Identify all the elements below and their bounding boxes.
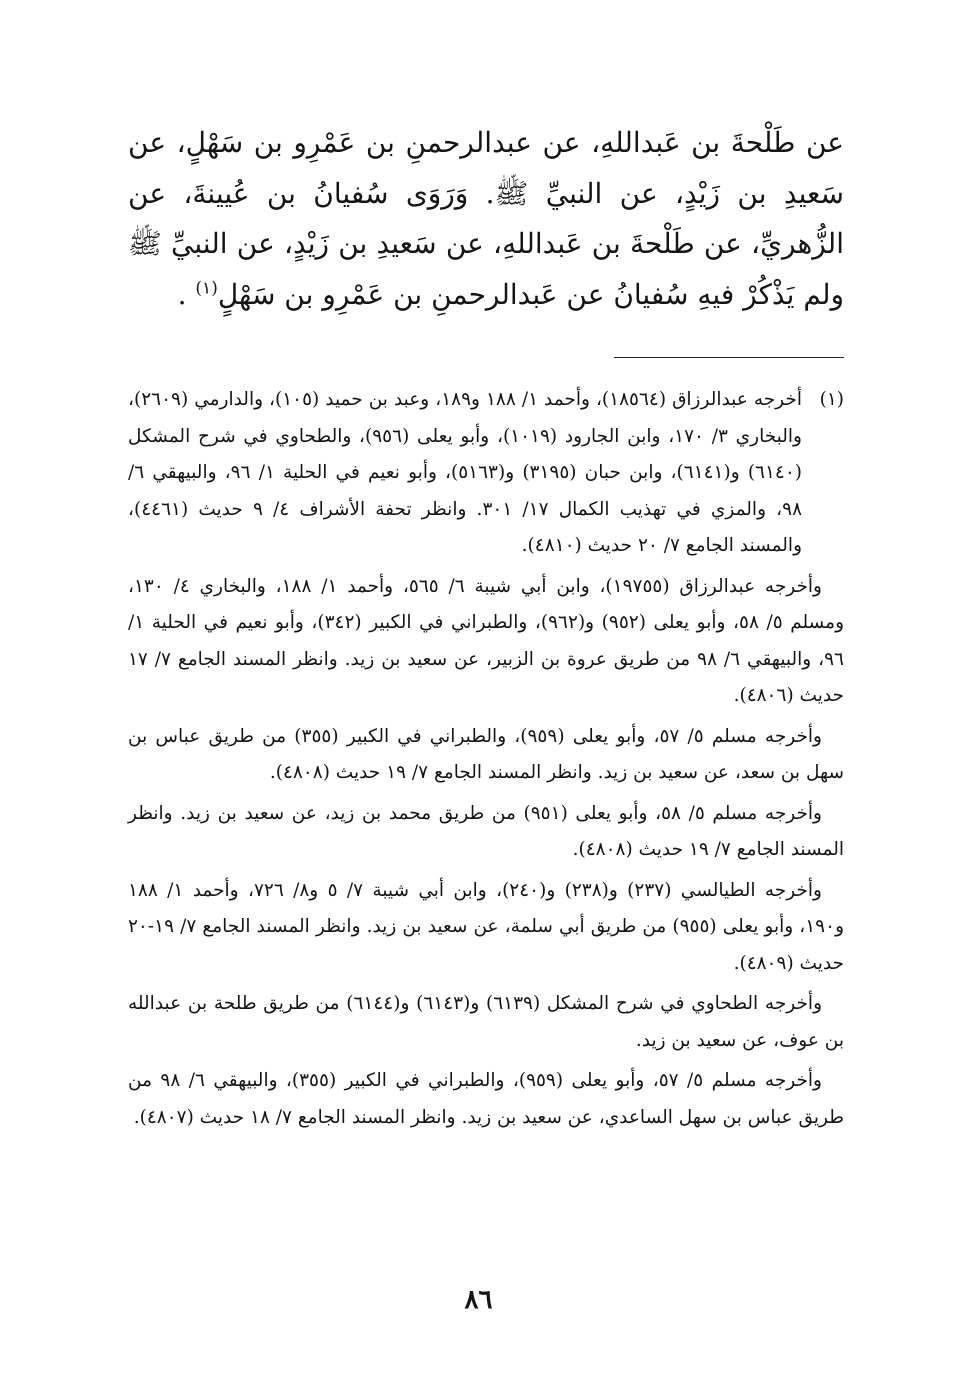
main-text-end: . — [177, 277, 196, 311]
footnote-paragraph-5: وأخرجه الطيالسي (٢٣٧) و(٢٣٨) و(٢٤٠)، وابن أبي شيبة ٧/ ٥ و٨/ ٧٢٦، وأحمد ١/ ١٨٨ و١٩٠، وأبو يعلى (٩٥٥) من طريق أبي سلمة، عن سعيد بن زيد. وانظر المسند الجامع ٧/ ١٩-٢٠ حديث (٤٨٠٩). — [128, 879, 844, 974]
footnote-paragraph-6: وأخرجه الطحاوي في شرح المشكل (٦١٣٩) و(٦١٤٣) و(٦١٤٤) من طريق طلحة بن عبدالله بن عوف، عن سعيد بن زيد. — [128, 993, 844, 1051]
footnote-paragraph-2: وأخرجه عبدالرزاق (١٩٧٥٥)، وابن أبي شيبة ٦/ ٥٦٥، وأحمد ١/ ١٨٨، والبخاري ٤/ ١٣٠، ومسلم ٥/ ٥٨، وأبو يعلى (٩٥٢) و(٩٦٢)، والطبراني في الكبير (٣٤٢)، وأبو نعيم في الحلية ١/ ٩٦، والبيهقي ٦/ ٩٨ من طريق عروة بن الزبير، عن سعيد بن زيد. وانظر المسند الجامع ٧/ ١٧ حديث (٤٨٠٦). — [128, 575, 844, 706]
footnote-separator — [614, 357, 844, 358]
footnote-paragraph-1 — [128, 382, 844, 565]
page-number: ٨٦ — [464, 1285, 493, 1315]
footnote-paragraph-3: وأخرجه مسلم ٥/ ٥٧، وأبو يعلى (٩٥٩)، والطبراني في الكبير (٣٥٥) من طريق عباس بن سهل بن سعد، عن سعيد بن زيد. وانظر المسند الجامع ٧/ ١٩ حديث (٤٨٠٨). — [128, 725, 844, 783]
footnote-paragraph-7: وأخرجه مسلم ٥/ ٥٧، وأبو يعلى (٩٥٩)، والطبراني في الكبير (٣٥٥)، والبيهقي ٦/ ٩٨ من طريق عباس بن سهل الساعدي، عن سعيد بن زيد. وانظر المسند الجامع ٧/ ١٨ حديث (٤٨٠٧). — [128, 1070, 844, 1128]
footnote-reference: (١) — [195, 278, 218, 299]
footnote-text-1: أخرجه عبدالرزاق (١٨٥٦٤)، وأحمد ١/ ١٨٨ و١٨٩، وعبد بن حميد (١٠٥)، والدارمي (٢٦٠٩)، والبخاري ٣/ ١٧٠، وابن الجارود (١٠١٩)، وأبو يعلى (٩٥٦)، والطحاوي في شرح المشكل (٦١٤٠) و(٦١٤١)، وابن حبان (٣١٩٥) و(٥١٦٣)، وأبو نعيم في الحلية ١/ ٩٦، والبيهقي ٦/ ٩٨، والمزي في تهذيب الكمال ١٧/ ٣٠١. وانظر تحفة الأشراف ٤/ ٩ حديث (٤٤٦١)، والمسند الجامع ٧/ ٢٠ حديث (٤٨١٠). — [128, 389, 803, 556]
footnote-paragraph-4: وأخرجه مسلم ٥/ ٥٨، وأبو يعلى (٩٥١) من طريق محمد بن زيد، عن سعيد بن زيد. وانظر المسند الجامع ٧/ ١٩ حديث (٤٨٠٨). — [128, 802, 844, 860]
main-text — [128, 118, 844, 320]
footnote-number: (١) — [819, 389, 844, 410]
footnotes — [128, 382, 844, 1140]
main-text-body: عن طَلْحةَ بن عَبداللهِ، عن عبدالرحمنِ بن عَمْرِو بن سَهْلٍ، عن سَعيدِ بن زَيْدٍ، عن النبيِّ ﷺ. وَرَوَى سُفيانُ بن عُيينةَ، عن الزُّهريِّ، عن طَلْحةَ بن عَبداللهِ، عن سَعيدِ بن زَيْدٍ، عن النبيِّ ﷺ ولم يَذْكُرْ فيهِ سُفيانُ عن عَبدالرحمنِ بن عَمْرِو بن سَهْلٍ — [128, 126, 844, 311]
